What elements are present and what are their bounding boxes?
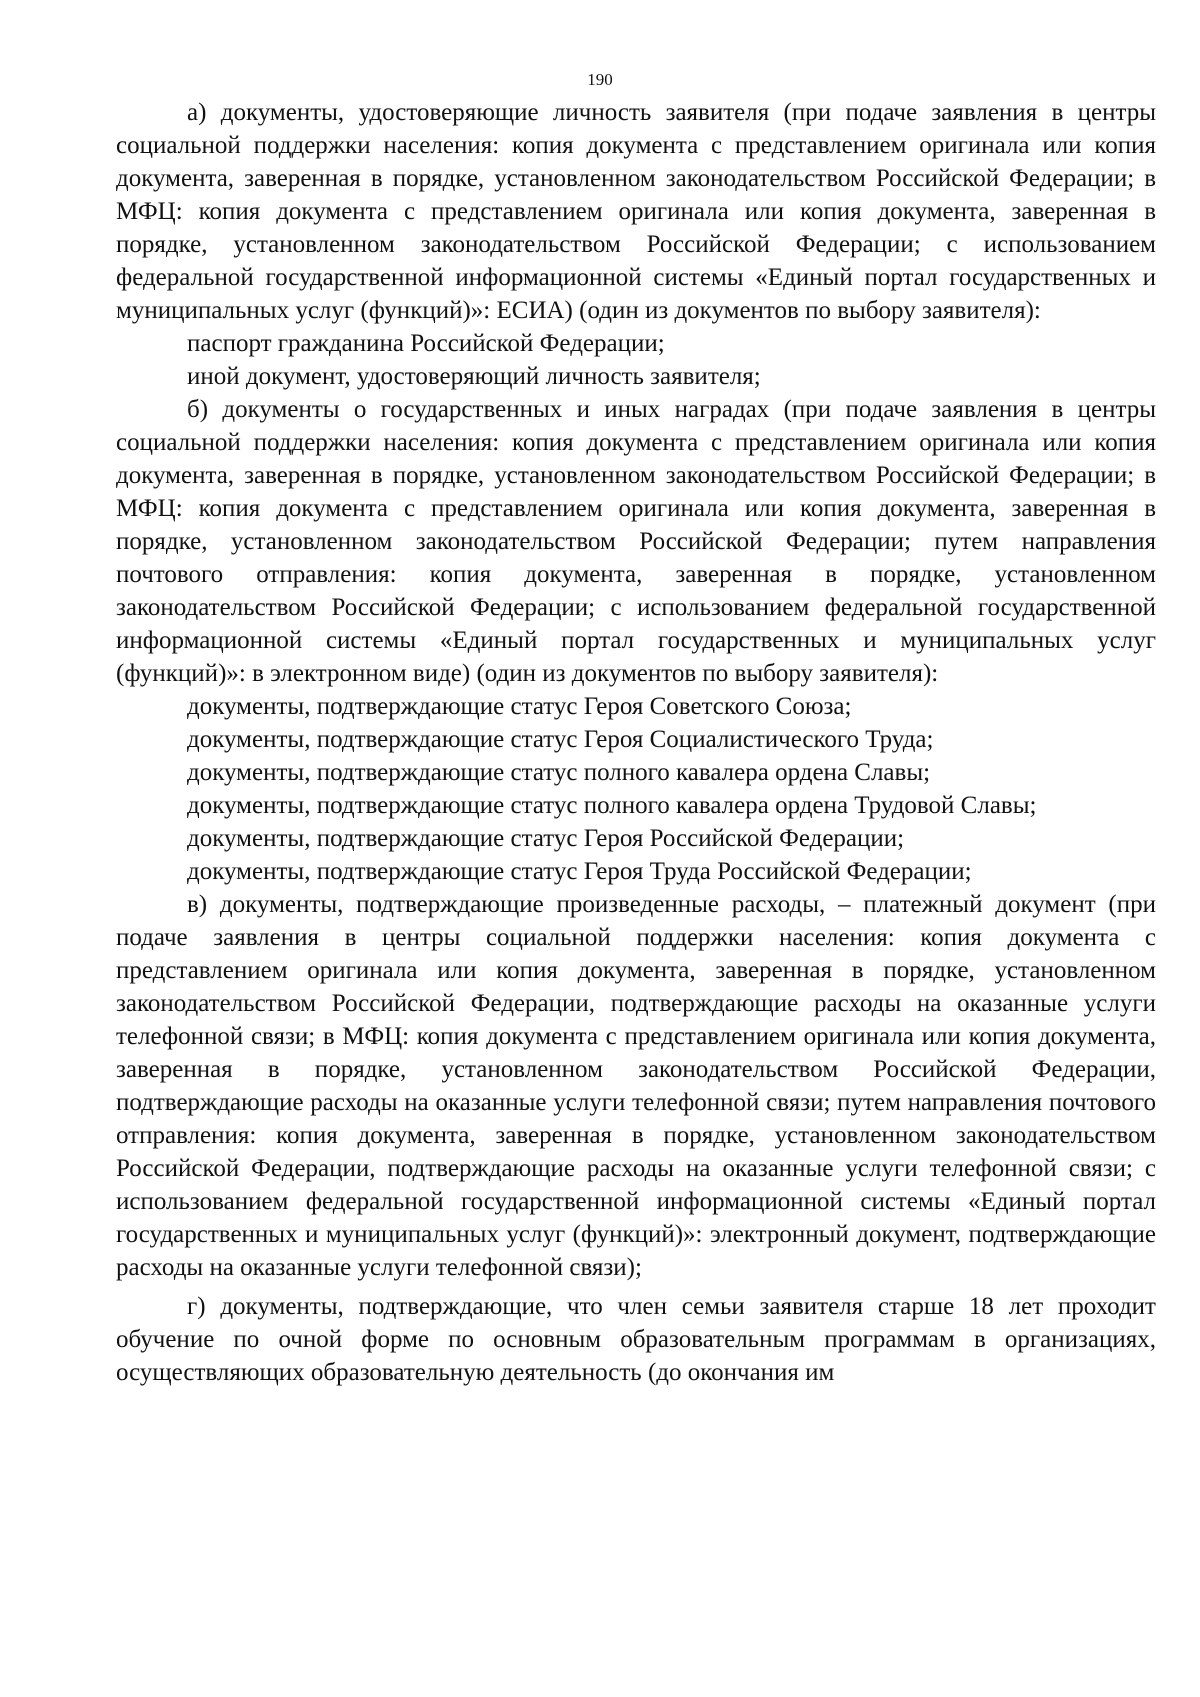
page-number: 190: [587, 70, 613, 89]
list-item-hero-socialist-labour: документы, подтверждающие статус Героя Социалистического Труда;: [187, 726, 934, 753]
list-item-order-of-labour-glory: документы, подтверждающие статус полного кавалера ордена Трудовой Славы;: [187, 792, 1037, 819]
document-body: [116, 96, 1156, 1389]
paragraph-g-education-documents: г) документы, подтверждающие, что член семьи заявителя старше 18 лет проходит обучение по очной форме по основным образовательным программам в организациях, осуществляющих образовательную деятельность (до окончания им: [116, 1293, 1156, 1386]
list-item-hero-soviet-union: документы, подтверждающие статус Героя Советского Союза;: [187, 693, 852, 720]
list-item-other-identity-document: иной документ, удостоверяющий личность заявителя;: [187, 363, 761, 390]
paragraph-v-expense-documents: в) документы, подтверждающие произведенные расходы, – платежный документ (при подаче заявления в центры социальной поддержки населения: копия документа с представлением оригинала или копия документа, заверенная в порядке, установленном законодательством Российской Федерации, подтверждающие расходы на оказанные услуги телефонной связи; в МФЦ: копия документа с представлением оригинала или копия документа, заверенная в порядке, установленном законодательством Российской Федерации, подтверждающие расходы на оказанные услуги телефонной связи; путем направления почтового отправления: копия документа, заверенная в порядке, установленном законодательством Российской Федерации, подтверждающие расходы на оказанные услуги телефонной связи; с использованием федеральной государственной информационной системы «Единый портал государственных и муниципальных услуг (функций)»: электронный документ, подтверждающие расходы на оказанные услуги телефонной связи);: [116, 891, 1156, 1281]
list-item-hero-russian-federation: документы, подтверждающие статус Героя Российской Федерации;: [187, 825, 905, 852]
list-item-order-of-glory: документы, подтверждающие статус полного кавалера ордена Славы;: [187, 759, 931, 786]
paragraph-b-award-documents: б) документы о государственных и иных наградах (при подаче заявления в центры социальной поддержки населения: копия документа с представлением оригинала или копия документа, заверенная в порядке, установленном законодательством Российской Федерации; в МФЦ: копия документа с представлением оригинала или копия документа, заверенная в порядке, установленном законодательством Российской Федерации; путем направления почтового отправления: копия документа, заверенная в порядке, установленном законодательством Российской Федерации; с использованием федеральной государственной информационной системы «Единый портал государственных и муниципальных услуг (функций)»: в электронном виде) (один из документов по выбору заявителя):: [116, 396, 1156, 687]
list-item-passport: паспорт гражданина Российской Федерации;: [187, 330, 665, 357]
list-item-hero-of-labour: документы, подтверждающие статус Героя Труда Российской Федерации;: [187, 858, 972, 885]
paragraph-a-identity-documents: а) документы, удостоверяющие личность заявителя (при подаче заявления в центры социальной поддержки населения: копия документа с представлением оригинала или копия документа, заверенная в порядке, установленном законодательством Российской Федерации; в МФЦ: копия документа с представлением оригинала или копия документа, заверенная в порядке, установленном законодательством Российской Федерации; с использованием федеральной государственной информационной системы «Единый портал государственных и муниципальных услуг (функций)»: ЕСИА) (один из документов по выбору заявителя):: [116, 99, 1156, 324]
